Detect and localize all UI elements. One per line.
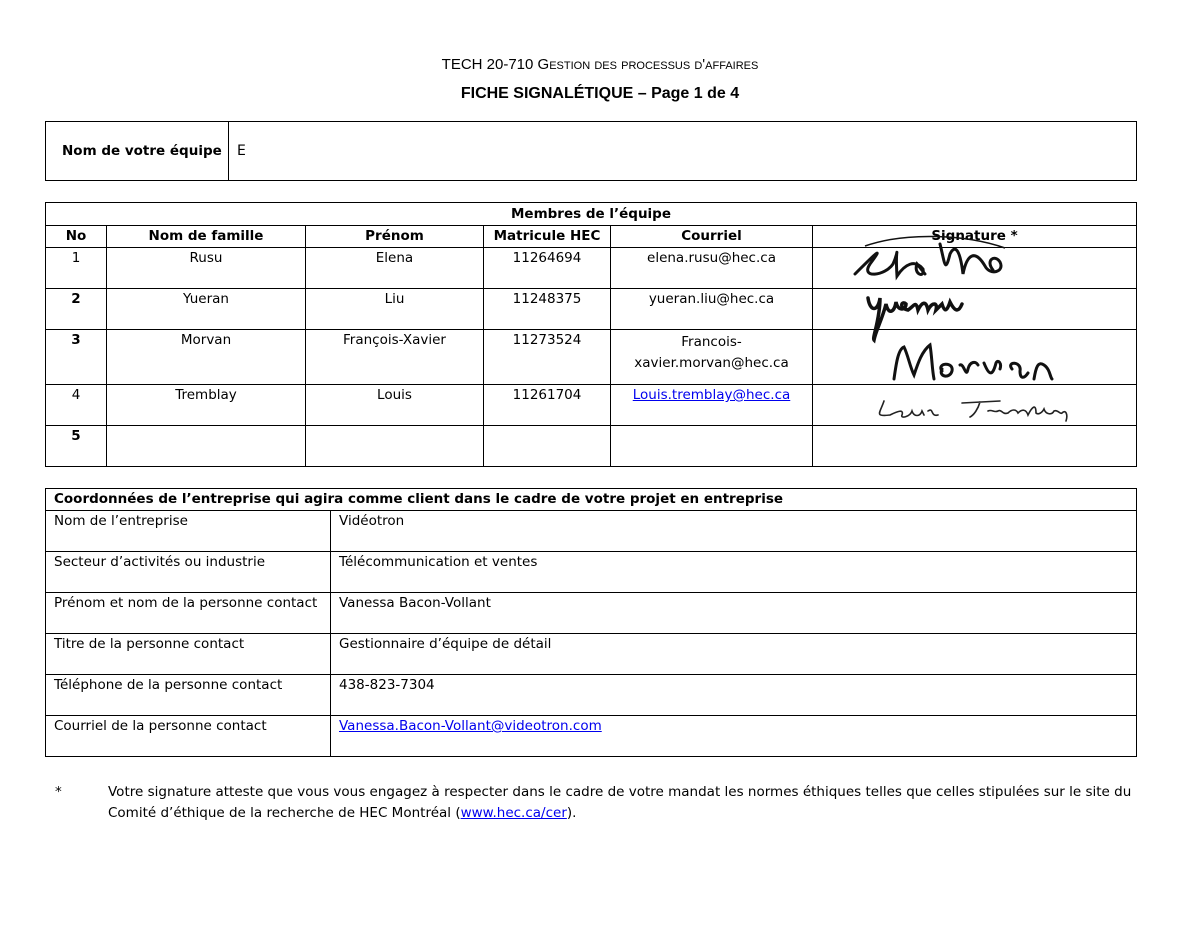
client-sector-label: Secteur d’activités ou industrie	[46, 552, 331, 593]
table-row	[46, 675, 1137, 716]
team-table	[45, 121, 1137, 181]
client-contact-name-value: Vanessa Bacon-Vollant	[331, 593, 1137, 634]
table-row	[46, 552, 1137, 593]
member-signature	[813, 426, 1137, 467]
client-table	[45, 488, 1137, 757]
col-header-student-id: Matricule HEC	[484, 226, 611, 248]
team-name-value: E	[229, 122, 1137, 181]
member-signature	[813, 289, 1137, 330]
col-header-no: No	[46, 226, 107, 248]
member-first-name: Elena	[306, 248, 484, 289]
table-row	[46, 248, 1137, 289]
member-email: elena.rusu@hec.ca	[611, 248, 813, 289]
member-last-name: Yueran	[107, 289, 306, 330]
member-signature	[813, 248, 1137, 289]
client-email-value	[331, 716, 1137, 757]
member-last-name: Rusu	[107, 248, 306, 289]
member-email: Francois-xavier.morvan@hec.ca	[611, 330, 813, 385]
client-email-link[interactable]: Vanessa.Bacon-Vollant@videotron.com	[339, 718, 602, 734]
member-id: 11264694	[484, 248, 611, 289]
client-contact-name-label: Prénom et nom de la personne contact	[46, 593, 331, 634]
table-row	[46, 330, 1137, 385]
footnote	[55, 782, 1135, 824]
member-first-name	[306, 426, 484, 467]
member-no: 4	[46, 385, 107, 426]
table-row	[46, 634, 1137, 675]
client-section-title: Coordonnées de l’entreprise qui agira comme client dans le cadre de votre projet en entreprise	[46, 489, 1137, 511]
member-id: 11248375	[484, 289, 611, 330]
client-contact-title-value: Gestionnaire d’équipe de détail	[331, 634, 1137, 675]
table-row	[46, 716, 1137, 757]
member-id	[484, 426, 611, 467]
course-name: Gestion des processus d'affaires	[537, 56, 759, 73]
footnote-marker: *	[55, 784, 62, 800]
member-last-name: Tremblay	[107, 385, 306, 426]
members-section-title: Membres de l’équipe	[46, 203, 1137, 226]
member-no: 5	[46, 426, 107, 467]
member-first-name: Louis	[306, 385, 484, 426]
client-phone-label: Téléphone de la personne contact	[46, 675, 331, 716]
course-code: TECH 20-710	[441, 56, 534, 73]
client-company-label: Nom de l’entreprise	[46, 511, 331, 552]
client-phone-value: 438-823-7304	[331, 675, 1137, 716]
table-row	[46, 511, 1137, 552]
member-no: 3	[46, 330, 107, 385]
col-header-email: Courriel	[611, 226, 813, 248]
footnote-link[interactable]: www.hec.ca/cer	[460, 805, 567, 821]
footnote-text-before: Votre signature atteste que vous vous engagez à respecter dans le cadre de votre mandat les normes éthiques telles que celles stipulées sur le site du Comité d’éthique de la recherche de HEC Montréal (	[108, 784, 1132, 821]
course-header	[0, 56, 1200, 73]
member-email	[611, 385, 813, 426]
member-first-name: Liu	[306, 289, 484, 330]
team-name-label: Nom de votre équipe	[46, 122, 229, 181]
member-no: 2	[46, 289, 107, 330]
member-last-name	[107, 426, 306, 467]
client-contact-title-label: Titre de la personne contact	[46, 634, 331, 675]
page-title: FICHE SIGNALÉTIQUE – Page 1 de 4	[460, 85, 740, 102]
member-signature	[813, 385, 1137, 426]
table-row	[46, 385, 1137, 426]
client-email-label: Courriel de la personne contact	[46, 716, 331, 757]
table-row	[46, 426, 1137, 467]
footnote-text	[108, 782, 1135, 824]
member-email: yueran.liu@hec.ca	[611, 289, 813, 330]
member-last-name: Morvan	[107, 330, 306, 385]
member-signature	[813, 330, 1137, 385]
client-sector-value: Télécommunication et ventes	[331, 552, 1137, 593]
col-header-last-name: Nom de famille	[107, 226, 306, 248]
members-header-row	[46, 226, 1137, 248]
footnote-text-after: ).	[566, 805, 577, 821]
member-no: 1	[46, 248, 107, 289]
member-id: 11273524	[484, 330, 611, 385]
client-company-value: Vidéotron	[331, 511, 1137, 552]
col-header-first-name: Prénom	[306, 226, 484, 248]
member-id: 11261704	[484, 385, 611, 426]
table-row	[46, 289, 1137, 330]
member-email	[611, 426, 813, 467]
col-header-signature: Signature *	[813, 226, 1137, 248]
member-first-name: François-Xavier	[306, 330, 484, 385]
members-table	[45, 202, 1137, 467]
table-row	[46, 593, 1137, 634]
member-email-link[interactable]: Louis.tremblay@hec.ca	[632, 387, 791, 403]
